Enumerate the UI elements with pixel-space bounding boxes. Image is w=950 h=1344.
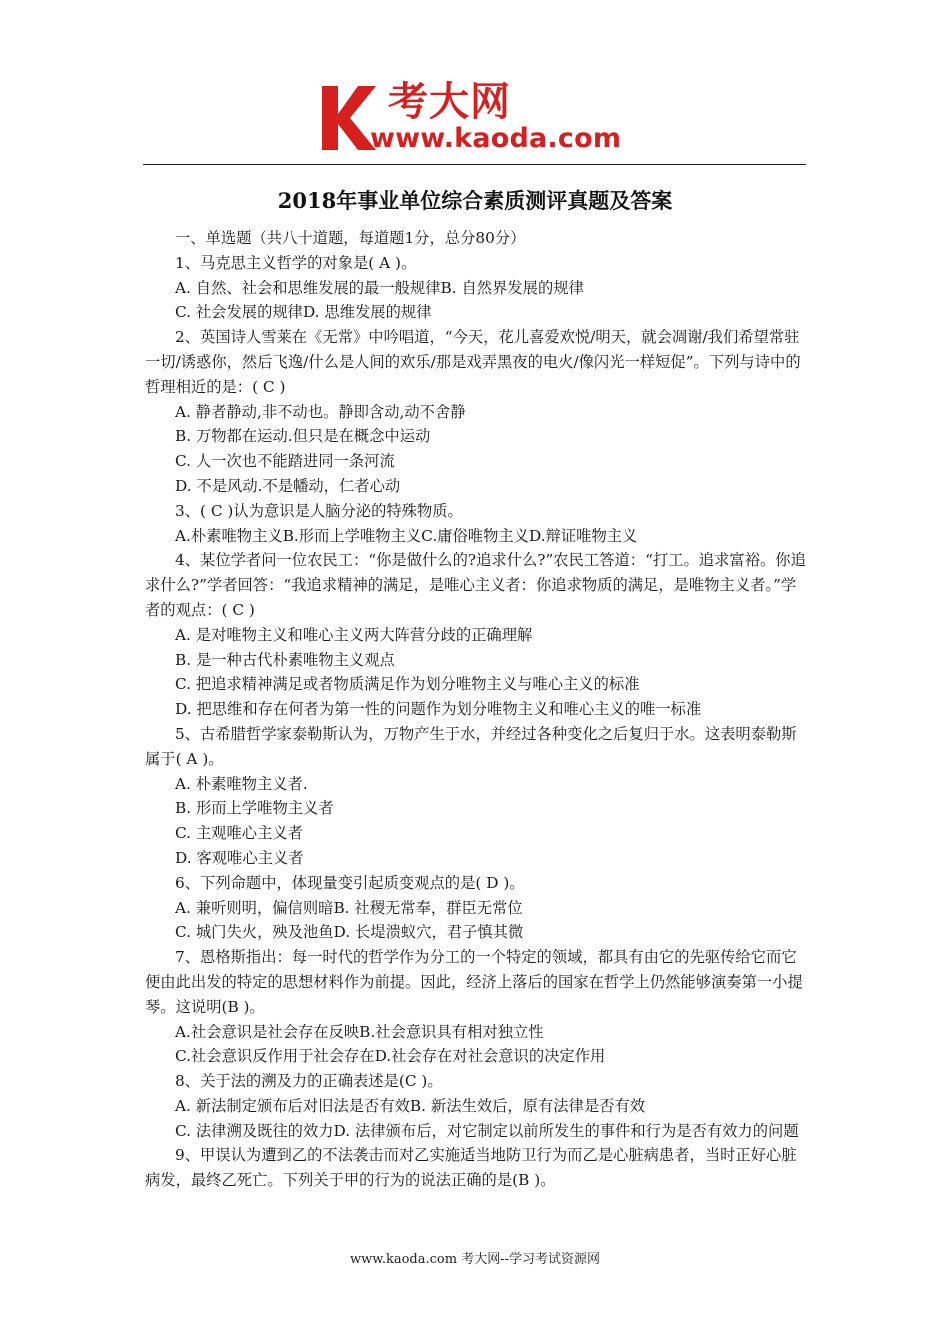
document-body (145, 226, 807, 1193)
option-line: A. 静者静动,非不动也。静即含动,动不舍静 (175, 402, 466, 421)
question-8: 8、关于法的溯及力的正确表述是(C )。 (175, 1072, 443, 1091)
option-line: C. 把追求精神满足或者物质满足作为划分唯物主义与唯心主义的标准 (175, 675, 640, 694)
logo-chinese-name: 考大网 (388, 79, 511, 125)
option-line: B. 是一种古代朴素唯物主义观点 (175, 650, 395, 669)
option-line: C. 城门失火，殃及池鱼D. 长堤溃蚁穴，君子慎其微 (175, 923, 524, 942)
option-line: D. 不是风动.不是幡动，仁者心动 (175, 476, 401, 495)
question-1: 1、马克思主义哲学的对象是( A )。 (175, 253, 417, 272)
option-line: A. 兼听则明，偏信则暗B. 社稷无常奉，群臣无常位 (175, 898, 523, 917)
option-line: A. 新法制定颁布后对旧法是否有效B. 新法生效后，原有法律是否有效 (175, 1096, 646, 1115)
option-line: C. 人一次也不能踏进同一条河流 (175, 452, 395, 471)
question-4: 4、某位学者问一位农民工：“你是做什么的?追求什么?”农民工答道：“打工。追求富裕。你追求什么?”学者回答：“我追求精神的满足，是唯心主义者：你追求物质的满足，是唯物主义者。”学者的观点：( C ) (145, 551, 806, 619)
option-line: A.社会意识是社会存在反映B.社会意识具有相对独立性 (175, 1022, 544, 1041)
option-line: A. 朴素唯物主义者. (175, 774, 308, 793)
option-line: C. 法律溯及既往的效力D. 法律颁布后，对它制定以前所发生的事件和行为是否有效力的问题 (175, 1121, 799, 1140)
logo-url: www.kaoda.com (370, 123, 622, 154)
option-line: A. 自然、社会和思维发展的最一般规律B. 自然界发展的规律 (175, 278, 584, 297)
option-line: A. 是对唯物主义和唯心主义两大阵营分歧的正确理解 (175, 625, 533, 644)
question-9: 9、甲误认为遭到乙的不法袭击而对乙实施适当地防卫行为而乙是心脏病患者，当时正好心脏病发，最终乙死亡。下列关于甲的行为的说法正确的是(B )。 (145, 1146, 797, 1190)
question-5: 5、古希腊哲学家泰勒斯认为，万物产生于水，并经过各种变化之后复归于水。这表明泰勒斯属于( A )。 (145, 724, 797, 768)
page-footer: www.kaoda.com 考大网--学习考试资源网 (350, 1252, 600, 1267)
question-7: 7、恩格斯指出：每一时代的哲学作为分工的一个特定的领域，都具有由它的先驱传给它而它便由此出发的特定的思想材料作为前提。因此，经济上落后的国家在哲学上仍然能够演奏第一小提琴。这说明(B )。 (145, 948, 803, 1016)
option-line: C. 社会发展的规律D. 思维发展的规律 (175, 303, 432, 322)
option-line: D. 把思维和存在何者为第一性的问题作为划分唯物主义和唯心主义的唯一标准 (175, 700, 702, 719)
option-line: A.朴素唯物主义B.形而上学唯物主义C.庸俗唯物主义D.辩证唯物主义 (175, 526, 638, 545)
option-line: C. 主观唯心主义者 (175, 824, 303, 843)
document-title: 2018年事业单位综合素质测评真题及答案 (277, 188, 673, 213)
question-3: 3、( C )认为意识是人脑分泌的特殊物质。 (175, 501, 463, 520)
section-heading: 一、单选题（共八十道题，每道题1分，总分80分） (175, 229, 526, 247)
option-line: C.社会意识反作用于社会存在D.社会存在对社会意识的决定作用 (175, 1047, 606, 1066)
kaoda-logo (318, 80, 648, 160)
question-2: 2、英国诗人雪莱在《无常》中吟唱道，“今天，花儿喜爱欢悦/明天，就会凋谢/我们希望常驻一切/诱惑你，然后飞逸/什么是人间的欢乐/那是戏弄黑夜的电火/像闪光一样短促”。下列与诗中的哲理相近的是：( C ) (145, 328, 801, 396)
header-divider (143, 164, 806, 165)
option-line: B. 万物都在运动.但只是在概念中运动 (175, 427, 431, 446)
question-6: 6、下列命题中，体现量变引起质变观点的是( D )。 (175, 873, 525, 892)
option-line: B. 形而上学唯物主义者 (175, 799, 334, 818)
option-line: D. 客观唯心主义者 (175, 848, 304, 867)
